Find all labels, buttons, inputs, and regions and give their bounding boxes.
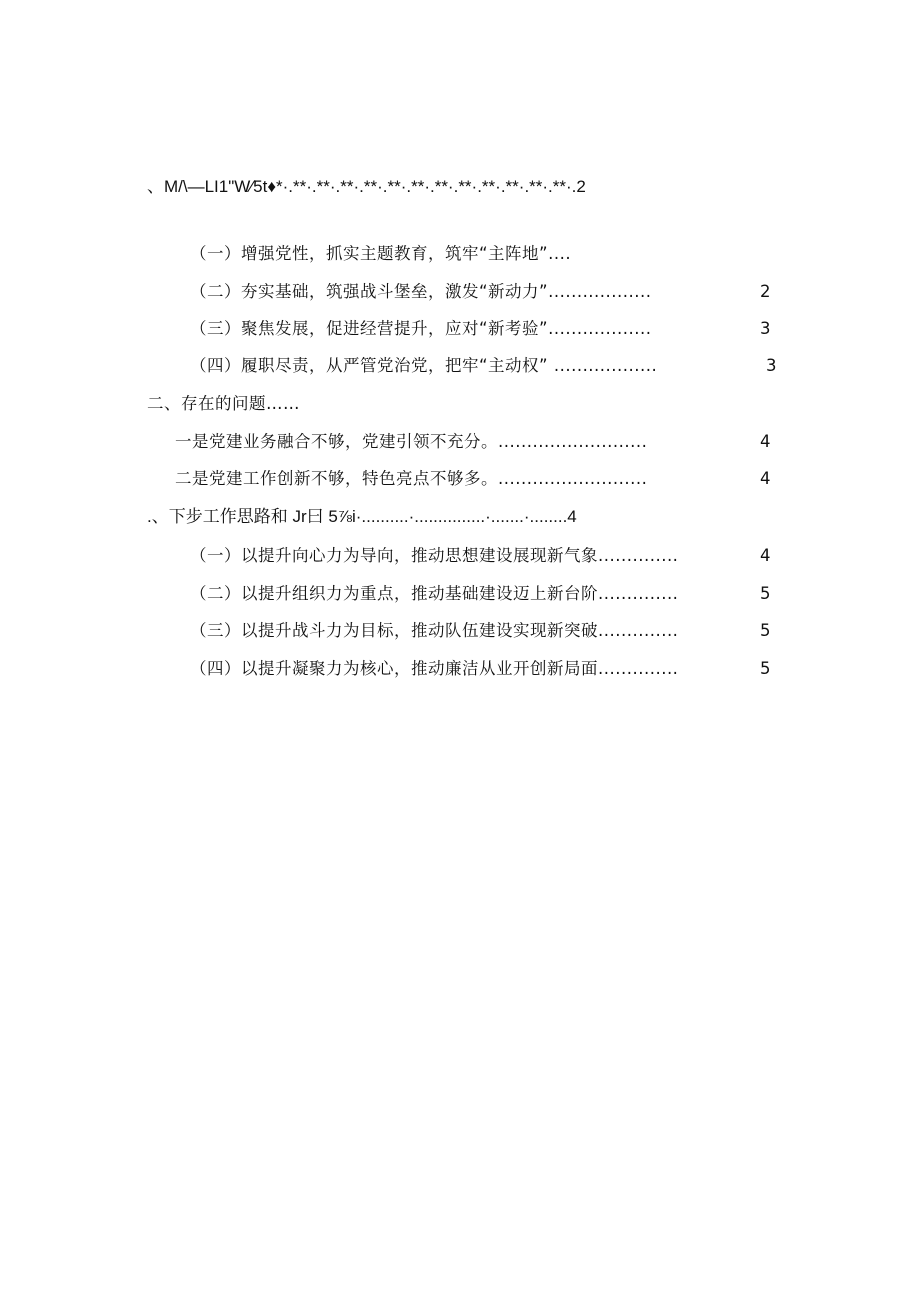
toc-item-text: 一是党建业务融合不够，党建引领不充分。.......................... [175,432,648,451]
toc-item-text: （三）聚焦发展，促进经营提升，应对“新考验”.................. [190,319,652,338]
toc-item-text: （三）以提升战斗力为目标，推动队伍建设实现新突破.............. [190,621,679,640]
toc-section-2[interactable] [147,393,300,415]
toc-page-number: 4 [760,432,771,451]
toc-section-2-text: 二、存在的问题…… [147,394,300,413]
toc-item-text: 二是党建工作创新不够，特色亮点不够多。.......................... [175,469,648,488]
toc-item-text: （二）以提升组织力为重点，推动基础建设迈上新台阶.............. [190,584,679,603]
toc-page-number: 4 [760,469,771,488]
toc-section-1[interactable] [147,176,586,198]
toc-item[interactable] [190,281,773,303]
toc-item[interactable] [190,318,773,340]
toc-page-number: 2 [760,282,771,301]
toc-item-text: （一）增强党性，抓实主题教育，筑牢“主阵地”.... [190,244,572,263]
toc-page-number: 3 [760,319,771,338]
toc-section-1-text: 、M/\—LI1"W∕5t♦*·.**·.**·.**·.**·.**·.**·.**·.**·.**·.**·.**·.**·.2 [147,177,586,196]
toc-item-text: （四）履职尽责，从严管党治党，把牢“主动权” .................. [190,356,658,375]
toc-page-number: 3 [766,356,777,375]
toc-item-text: （一）以提升向心力为导向，推动思想建设展现新气象.............. [190,546,679,565]
toc-item[interactable] [175,468,773,490]
toc-item-text: （二）夯实基础，筑强战斗堡垒，激发“新动力”.................. [190,282,652,301]
toc-item[interactable] [190,620,773,642]
toc-item[interactable] [190,355,780,377]
toc-section-3-text: .、下步工作思路和 Jr曰 5⅞i·..........·...............·.......·........4 [147,507,577,526]
toc-page-number: 4 [760,546,771,565]
toc-item-text: （四）以提升凝聚力为核心，推动廉洁从业开创新局面.............. [190,659,679,678]
toc-page-number: 5 [760,621,771,640]
toc-item[interactable] [175,431,773,453]
toc-page-number: 5 [760,659,771,678]
toc-page-number: 5 [760,584,771,603]
toc-item[interactable] [190,583,773,605]
toc-item[interactable] [190,658,773,680]
toc-section-3[interactable] [147,506,577,528]
toc-item[interactable] [190,545,773,567]
toc-item[interactable] [190,243,571,265]
